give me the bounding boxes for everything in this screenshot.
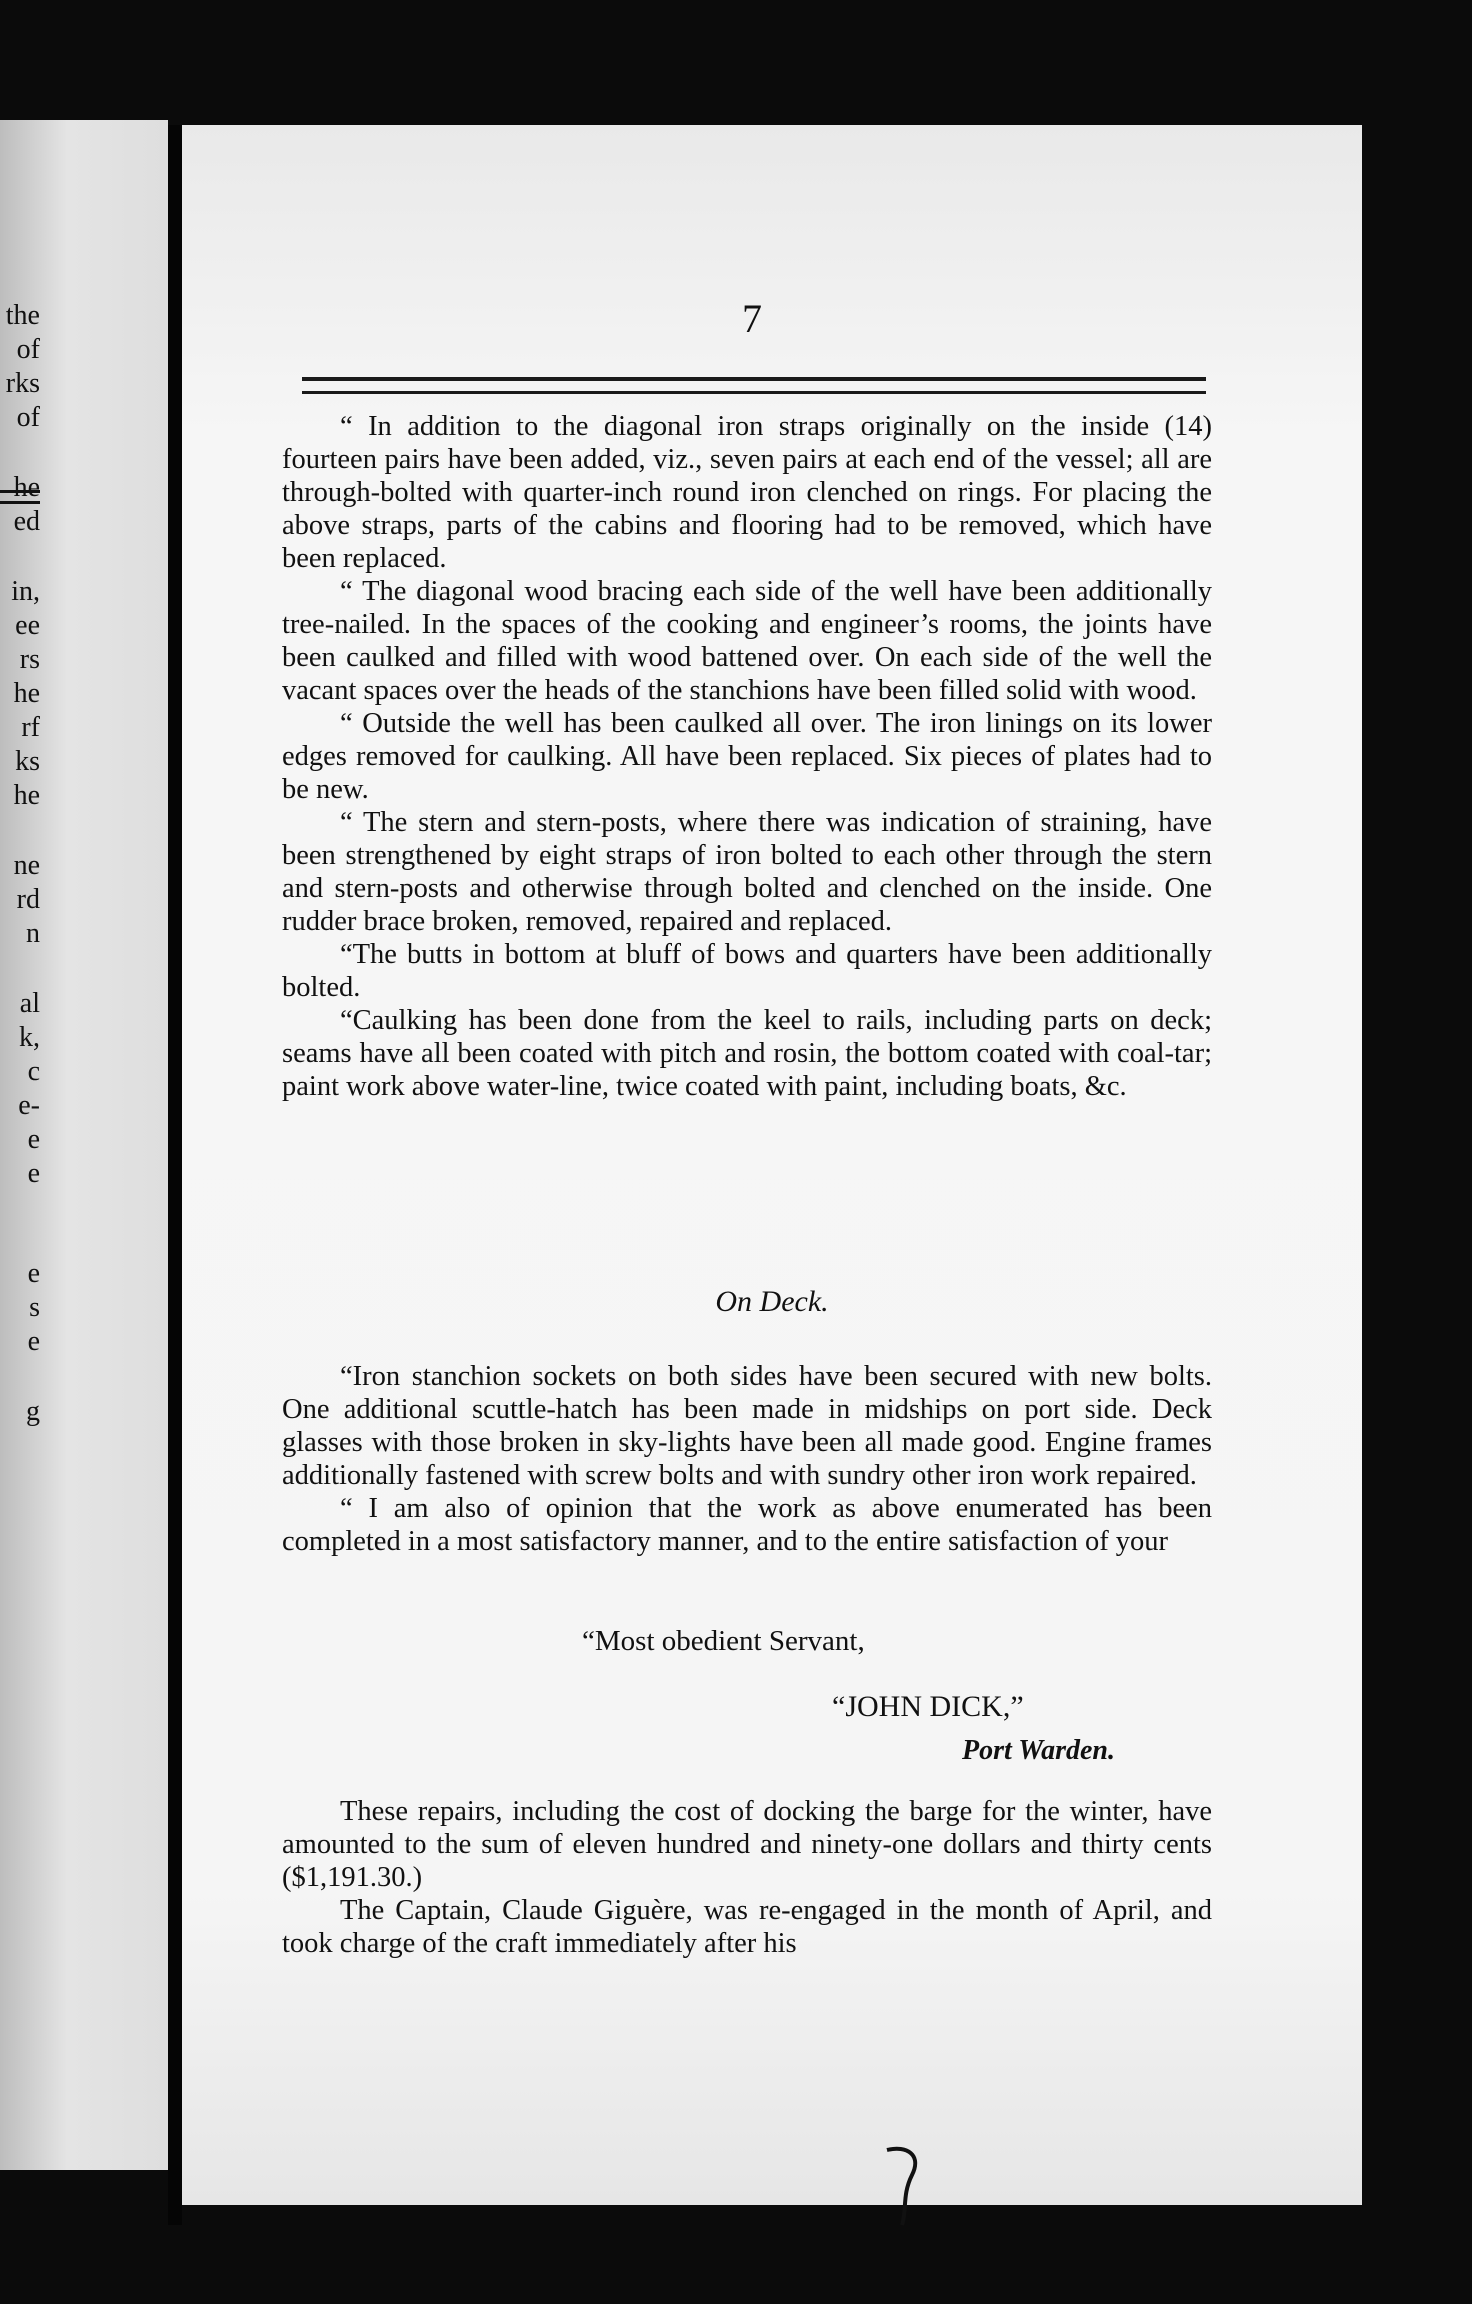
adjacent-page-fragment: ed: [13, 506, 40, 537]
adjacent-page-fragment: rks: [5, 368, 40, 399]
section-heading: On Deck.: [715, 1285, 829, 1318]
paragraph: “ In addition to the diagonal iron straps originally on the inside (14) fourteen pairs have been added, viz., seven pairs at each end of the vessel; all are through-bolted with quarter-inch round iron clenched on rings. For placing the above straps, parts of the cabins and flooring had to be removed, which have been replaced.: [282, 411, 1212, 574]
deck-text-block: [282, 1360, 1212, 1558]
adjacent-page-edge: [0, 120, 168, 2170]
adjacent-page-fragment: e-: [18, 1090, 40, 1121]
paragraph: “ The diagonal wood bracing each side of the well have been additionally tree-nailed. In the spaces of the cooking and engineer’s rooms, the joints have been caulked and filled with wood battened over. On each side of the well the vacant spaces over the heads of the stanchions have been filled solid with wood.: [282, 576, 1212, 706]
adjacent-page-fragment: of: [16, 334, 40, 365]
adjacent-page-fragment: s: [29, 1292, 40, 1323]
paragraph: “The butts in bottom at bluff of bows and quarters have been additionally bolted.: [282, 939, 1212, 1003]
paragraph: “Caulking has been done from the keel to rails, including parts on deck; seams have all been coated with pitch and rosin, the bottom coated with coal-tar; paint work above water-line, twice coated with paint, including boats, &c.: [282, 1005, 1212, 1102]
adjacent-page-fragment: he: [13, 472, 40, 503]
signature-name: “JOHN DICK,”: [832, 1690, 1024, 1723]
signature-title: Port Warden.: [962, 1735, 1115, 1766]
paragraph: “Iron stanchion sockets on both sides have been secured with new bolts. One additional scuttle-hatch has been made in midships on port side. Deck glasses with those broken in sky-lights have been all made good. Engine frames additionally fastened with screw bolts and with sundry other iron work repaired.: [282, 1361, 1212, 1491]
adjacent-page-fragment: g: [26, 1396, 40, 1427]
adjacent-page-fragment: e: [27, 1258, 40, 1289]
adjacent-page-fragment: e: [27, 1124, 40, 1155]
paragraph: “ I am also of opinion that the work as above enumerated has been completed in a most satisfactory manner, and to the entire satisfaction of your: [282, 1493, 1212, 1557]
book-gutter: [168, 125, 182, 2225]
paragraph: “ Outside the well has been caulked all over. The iron linings on its lower edges removed for caulking. All have been replaced. Six pieces of plates had to be new.: [282, 708, 1212, 805]
header-rule: [302, 377, 1206, 394]
adjacent-page-fragment: n: [26, 918, 40, 949]
adjacent-page-fragment: rd: [16, 884, 40, 915]
repairs-text-block: [282, 410, 1212, 1103]
adjacent-page-fragment: the: [5, 300, 40, 331]
adjacent-page-fragment: e: [27, 1326, 40, 1357]
adjacent-page-fragment: in,: [11, 576, 40, 607]
adjacent-page-fragment: k,: [19, 1022, 40, 1053]
adjacent-page-fragment: c: [27, 1056, 40, 1087]
summary-text-block: [282, 1795, 1212, 1960]
adjacent-page-fragment: al: [19, 988, 40, 1019]
paragraph: These repairs, including the cost of docking the barge for the winter, have amounted to the sum of eleven hundred and ninety-one dollars and thirty cents ($1,191.30.): [282, 1796, 1212, 1893]
adjacent-page-fragment: e: [27, 1158, 40, 1189]
paragraph: “ The stern and stern-posts, where there was indication of straining, have been strengthened by eight straps of iron bolted to each other through the stern and stern-posts and otherwise through bolted and clenched on the inside. One rudder brace broken, removed, repaired and replaced.: [282, 807, 1212, 937]
adjacent-page-fragment: rf: [21, 712, 40, 743]
document-page: [182, 125, 1362, 2205]
ink-mark-icon: [882, 2140, 942, 2230]
paragraph: The Captain, Claude Giguère, was re-engaged in the month of April, and took charge of the craft immediately after his: [282, 1895, 1212, 1959]
adjacent-page-fragment: he: [13, 780, 40, 811]
adjacent-page-fragment: of: [16, 402, 40, 433]
adjacent-page-fragment: ee: [15, 610, 40, 641]
adjacent-page-fragment: he: [13, 678, 40, 709]
adjacent-page-fragment: ks: [15, 746, 40, 777]
closing-line: “Most obedient Servant,: [582, 1625, 865, 1657]
adjacent-page-fragment: ne: [13, 850, 40, 881]
adjacent-page-fragment: rs: [19, 644, 40, 675]
page-number: 7: [742, 296, 762, 341]
